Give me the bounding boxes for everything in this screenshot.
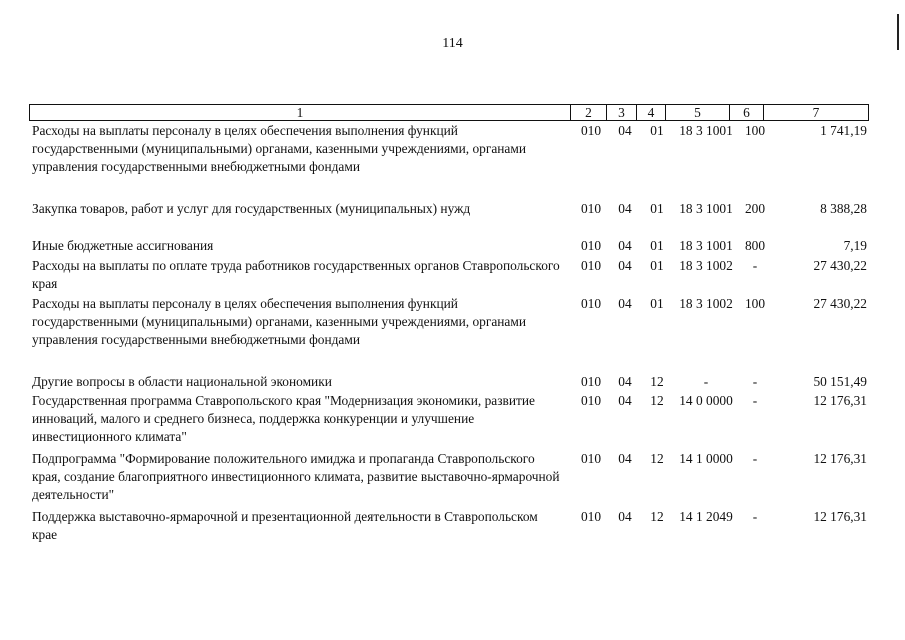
row-description: Другие вопросы в области национальной экономики xyxy=(32,374,332,389)
row-code-5: - xyxy=(703,374,709,389)
row-code-2: 010 xyxy=(580,509,602,524)
row-code-3: 04 xyxy=(618,238,632,253)
row-code-3: 04 xyxy=(618,374,632,389)
row-code-6: - xyxy=(752,393,758,408)
header-col-7: 7 xyxy=(764,105,869,121)
page-edge-line xyxy=(897,14,899,50)
row-description: Расходы на выплаты персоналу в целях обеспечения выполнения функций государственными (муниципальными) органами, казенными учреждениями, органами управления государственными внебюджетными фондами xyxy=(32,296,527,347)
row-code-5: 18 3 1001 xyxy=(679,238,733,253)
row-code-4: 12 xyxy=(650,451,664,466)
row-amount: 1 741,19 xyxy=(820,123,867,138)
row-code-5: 18 3 1001 xyxy=(679,123,733,138)
row-amount: 12 176,31 xyxy=(813,393,867,408)
header-col-6: 6 xyxy=(730,105,764,121)
header-col-5: 5 xyxy=(666,105,730,121)
row-code-2: 010 xyxy=(580,451,602,466)
row-code-3: 04 xyxy=(618,258,632,273)
header-col-2: 2 xyxy=(571,105,607,121)
row-code-3: 04 xyxy=(618,509,632,524)
row-amount: 7,19 xyxy=(843,238,867,253)
row-description: Расходы на выплаты персоналу в целях обеспечения выполнения функций государственными (муниципальными) органами, казенными учреждениями, органами управления государственными внебюджетными фондами xyxy=(32,123,527,174)
row-description: Государственная программа Ставропольского края "Модернизация экономики, развитие инноваций, малого и среднего бизнеса, поддержка конкуренции и улучшение инвестиционного климата" xyxy=(32,393,535,444)
row-amount: 27 430,22 xyxy=(813,296,867,311)
row-code-4: 01 xyxy=(650,123,664,138)
row-description: Закупка товаров, работ и услуг для государственных (муниципальных) нужд xyxy=(32,201,471,216)
row-code-6: - xyxy=(752,258,758,273)
row-code-2: 010 xyxy=(580,393,602,408)
row-code-4: 01 xyxy=(650,258,664,273)
header-col-4: 4 xyxy=(637,105,666,121)
row-code-2: 010 xyxy=(580,296,602,311)
column-header-table xyxy=(29,104,869,121)
row-amount: 27 430,22 xyxy=(813,258,867,273)
row-code-5: 18 3 1002 xyxy=(679,258,733,273)
row-code-6: 800 xyxy=(744,238,766,253)
row-code-4: 01 xyxy=(650,238,664,253)
row-code-5: 14 1 0000 xyxy=(679,451,733,466)
row-code-6: - xyxy=(752,509,758,524)
row-code-2: 010 xyxy=(580,123,602,138)
row-code-2: 010 xyxy=(580,258,602,273)
row-code-4: 12 xyxy=(650,374,664,389)
row-code-6: - xyxy=(752,451,758,466)
row-code-3: 04 xyxy=(618,123,632,138)
row-code-3: 04 xyxy=(618,451,632,466)
row-code-4: 01 xyxy=(650,296,664,311)
row-code-5: 18 3 1001 xyxy=(679,201,733,216)
row-code-2: 010 xyxy=(580,238,602,253)
row-code-6: 100 xyxy=(744,296,766,311)
row-code-2: 010 xyxy=(580,374,602,389)
row-code-4: 01 xyxy=(650,201,664,216)
row-amount: 12 176,31 xyxy=(813,451,867,466)
row-code-6: - xyxy=(752,374,758,389)
row-code-2: 010 xyxy=(580,201,602,216)
row-amount: 8 388,28 xyxy=(820,201,867,216)
row-code-3: 04 xyxy=(618,393,632,408)
row-code-3: 04 xyxy=(618,201,632,216)
row-amount: 12 176,31 xyxy=(813,509,867,524)
row-description: Расходы на выплаты по оплате труда работников государственных органов Ставропольского края xyxy=(32,258,560,291)
row-code-6: 200 xyxy=(744,201,766,216)
row-code-3: 04 xyxy=(618,296,632,311)
row-code-4: 12 xyxy=(650,509,664,524)
row-code-5: 14 0 0000 xyxy=(679,393,733,408)
row-description: Иные бюджетные ассигнования xyxy=(32,238,214,253)
header-col-1: 1 xyxy=(30,105,571,121)
row-code-4: 12 xyxy=(650,393,664,408)
row-description: Поддержка выставочно-ярмарочной и презентационной деятельности в Ставропольском крае xyxy=(32,509,538,542)
row-amount: 50 151,49 xyxy=(813,374,867,389)
row-description: Подпрограмма "Формирование положительного имиджа и пропаганда Ставропольского края, создание благоприятного инвестиционного климата, развитие выставочно-ярмарочной деятельности" xyxy=(32,451,560,502)
row-code-5: 18 3 1002 xyxy=(679,296,733,311)
header-col-3: 3 xyxy=(607,105,637,121)
row-code-6: 100 xyxy=(744,123,766,138)
row-code-5: 14 1 2049 xyxy=(679,509,733,524)
page-number: 114 xyxy=(442,36,463,51)
